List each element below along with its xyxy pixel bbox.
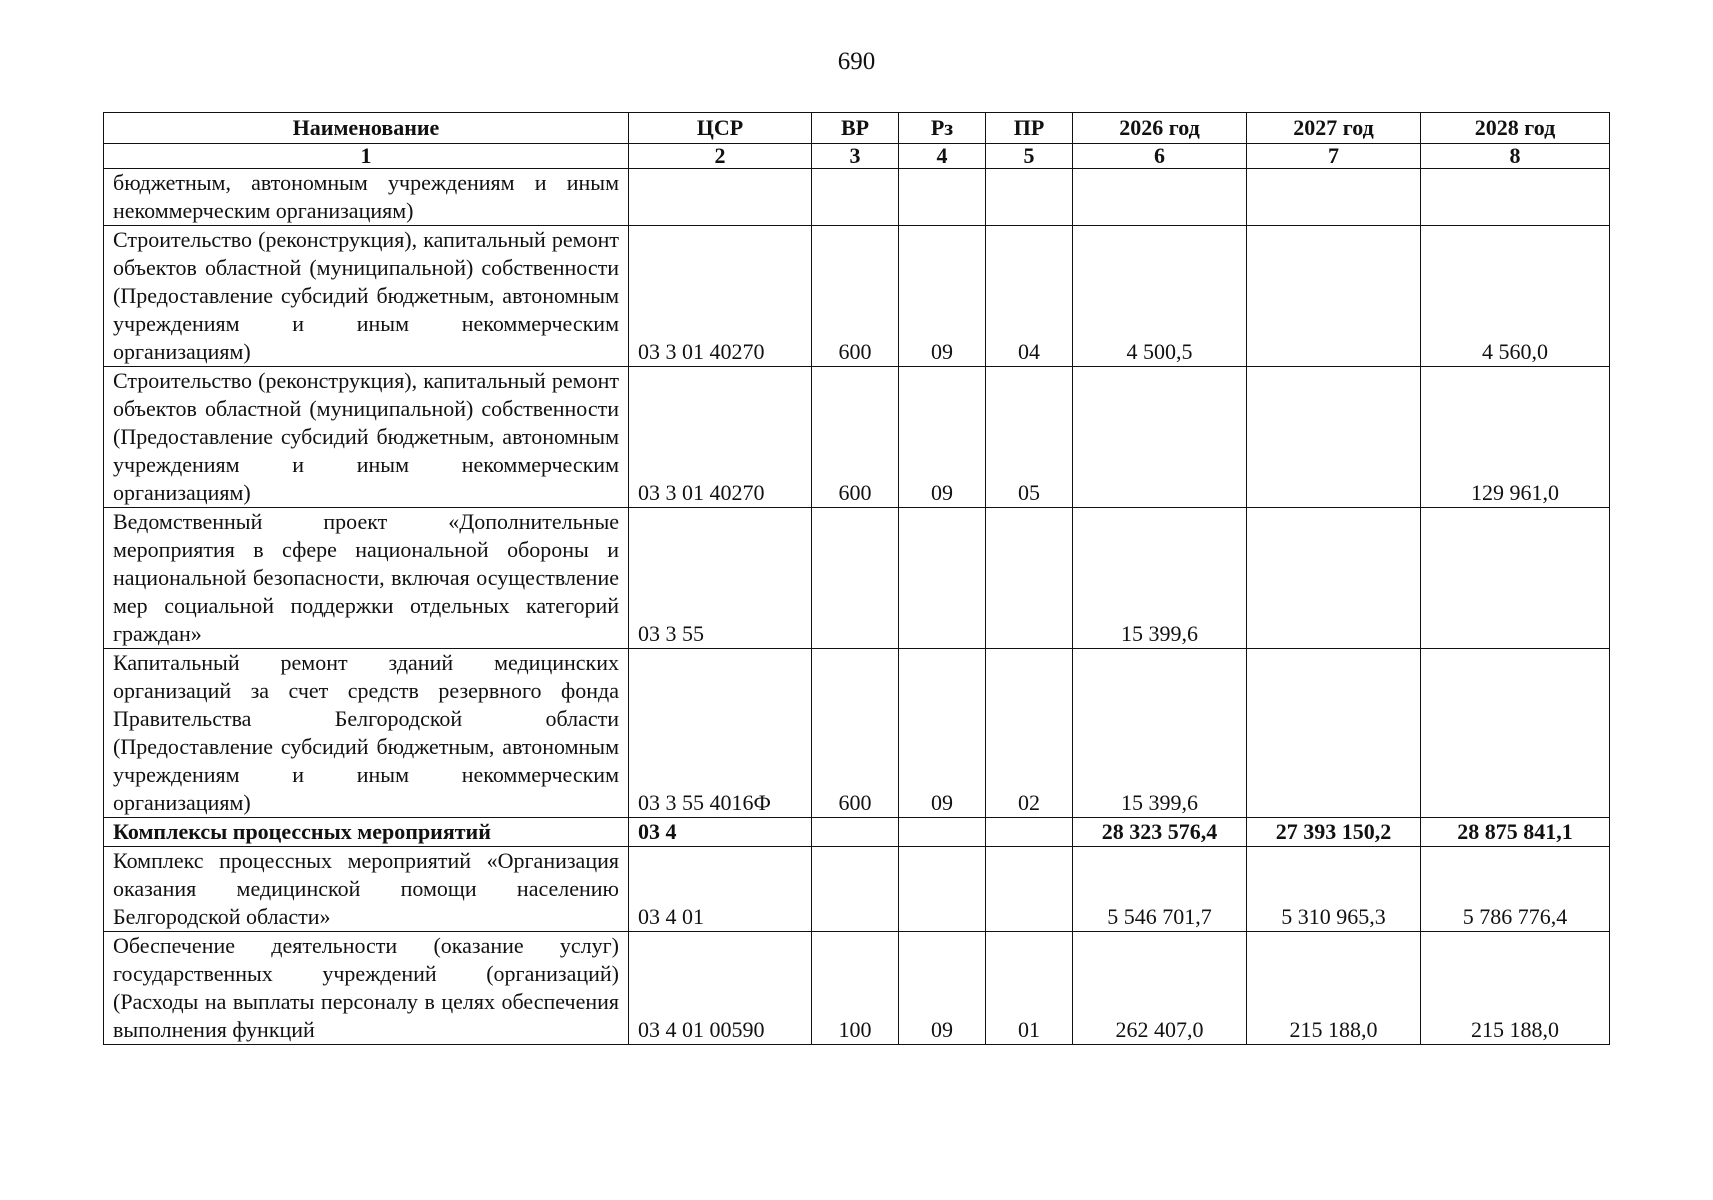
row-rz (899, 847, 986, 932)
table-header-row (104, 113, 1610, 144)
row-2026: 4 500,5 (1073, 226, 1247, 367)
row-rz (899, 818, 986, 847)
row-2027 (1247, 226, 1421, 367)
row-vr (812, 818, 899, 847)
table-row (104, 847, 1610, 932)
row-rz: 09 (899, 226, 986, 367)
row-vr: 100 (812, 932, 899, 1045)
row-rz: 09 (899, 649, 986, 818)
row-name: Обеспечение деятельности (оказание услуг) государственных учреждений (организаций) (Расходы на выплаты персоналу в целях обеспечения выполнения функций (104, 932, 629, 1045)
row-rz (899, 169, 986, 226)
row-name: Строительство (реконструкция), капитальный ремонт объектов областной (муниципальной) собственности (Предоставление субсидий бюджетным, автономным учреждениям и иным некоммерческим организациям) (104, 226, 629, 367)
row-2026: 262 407,0 (1073, 932, 1247, 1045)
row-vr: 600 (812, 226, 899, 367)
row-name: Комплексы процессных мероприятий (104, 818, 629, 847)
row-csr: 03 4 01 00590 (629, 932, 812, 1045)
row-2027: 5 310 965,3 (1247, 847, 1421, 932)
row-2026: 5 546 701,7 (1073, 847, 1247, 932)
row-rz: 09 (899, 932, 986, 1045)
row-csr: 03 4 (629, 818, 812, 847)
row-2028: 129 961,0 (1421, 367, 1610, 508)
row-name: Ведомственный проект «Дополнительные мероприятия в сфере национальной обороны и национальной безопасности, включая осуществление мер социальной поддержки отдельных категорий граждан» (104, 508, 629, 649)
row-csr: 03 3 01 40270 (629, 367, 812, 508)
row-rz: 09 (899, 367, 986, 508)
column-number: 2 (629, 144, 812, 169)
column-number: 6 (1073, 144, 1247, 169)
row-csr (629, 169, 812, 226)
row-2026 (1073, 169, 1247, 226)
row-csr: 03 3 55 4016Ф (629, 649, 812, 818)
row-csr: 03 3 01 40270 (629, 226, 812, 367)
header-2028: 2028 год (1421, 113, 1610, 144)
header-vr: ВР (812, 113, 899, 144)
row-csr: 03 4 01 (629, 847, 812, 932)
column-number: 1 (104, 144, 629, 169)
table-row (104, 169, 1610, 226)
row-2026: 28 323 576,4 (1073, 818, 1247, 847)
table-row (104, 932, 1610, 1045)
row-2027 (1247, 649, 1421, 818)
row-2027 (1247, 169, 1421, 226)
column-number: 3 (812, 144, 899, 169)
header-2026: 2026 год (1073, 113, 1247, 144)
table-row (104, 367, 1610, 508)
header-csr: ЦСР (629, 113, 812, 144)
row-2028 (1421, 508, 1610, 649)
row-name: Строительство (реконструкция), капитальный ремонт объектов областной (муниципальной) собственности (Предоставление субсидий бюджетным, автономным учреждениям и иным некоммерческим организациям) (104, 367, 629, 508)
row-2028: 215 188,0 (1421, 932, 1610, 1045)
header-rz: Рз (899, 113, 986, 144)
table-row (104, 508, 1610, 649)
row-name: Комплекс процессных мероприятий «Организация оказания медицинской помощи населению Белгородской области» (104, 847, 629, 932)
row-2028: 28 875 841,1 (1421, 818, 1610, 847)
row-vr: 600 (812, 367, 899, 508)
table-row (104, 649, 1610, 818)
header-2027: 2027 год (1247, 113, 1421, 144)
column-number: 7 (1247, 144, 1421, 169)
row-2028 (1421, 649, 1610, 818)
row-pr (986, 847, 1073, 932)
row-2026 (1073, 367, 1247, 508)
row-pr (986, 508, 1073, 649)
page-number: 690 (837, 48, 876, 75)
header-name: Наименование (104, 113, 629, 144)
row-vr (812, 847, 899, 932)
row-csr: 03 3 55 (629, 508, 812, 649)
column-number-row (104, 144, 1610, 169)
row-pr (986, 169, 1073, 226)
row-pr (986, 818, 1073, 847)
row-rz (899, 508, 986, 649)
table-row-subtotal (104, 818, 1610, 847)
header-pr: ПР (986, 113, 1073, 144)
row-name: бюджетным, автономным учреждениям и иным некоммерческим организациям) (104, 169, 629, 226)
row-pr: 01 (986, 932, 1073, 1045)
row-2028: 4 560,0 (1421, 226, 1610, 367)
row-2026: 15 399,6 (1073, 649, 1247, 818)
row-vr: 600 (812, 649, 899, 818)
column-number: 8 (1421, 144, 1610, 169)
column-number: 5 (986, 144, 1073, 169)
row-vr (812, 169, 899, 226)
row-2026: 15 399,6 (1073, 508, 1247, 649)
row-2027: 27 393 150,2 (1247, 818, 1421, 847)
row-pr: 04 (986, 226, 1073, 367)
row-pr: 02 (986, 649, 1073, 818)
row-vr (812, 508, 899, 649)
row-2028 (1421, 169, 1610, 226)
row-2027 (1247, 367, 1421, 508)
budget-table (103, 112, 1610, 1045)
row-name: Капитальный ремонт зданий медицинских организаций за счет средств резервного фонда Правительства Белгородской области (Предоставление субсидий бюджетным, автономным учреждениям и иным некоммерческим организациям) (104, 649, 629, 818)
row-pr: 05 (986, 367, 1073, 508)
row-2028: 5 786 776,4 (1421, 847, 1610, 932)
table-row (104, 226, 1610, 367)
row-2027: 215 188,0 (1247, 932, 1421, 1045)
row-2027 (1247, 508, 1421, 649)
column-number: 4 (899, 144, 986, 169)
